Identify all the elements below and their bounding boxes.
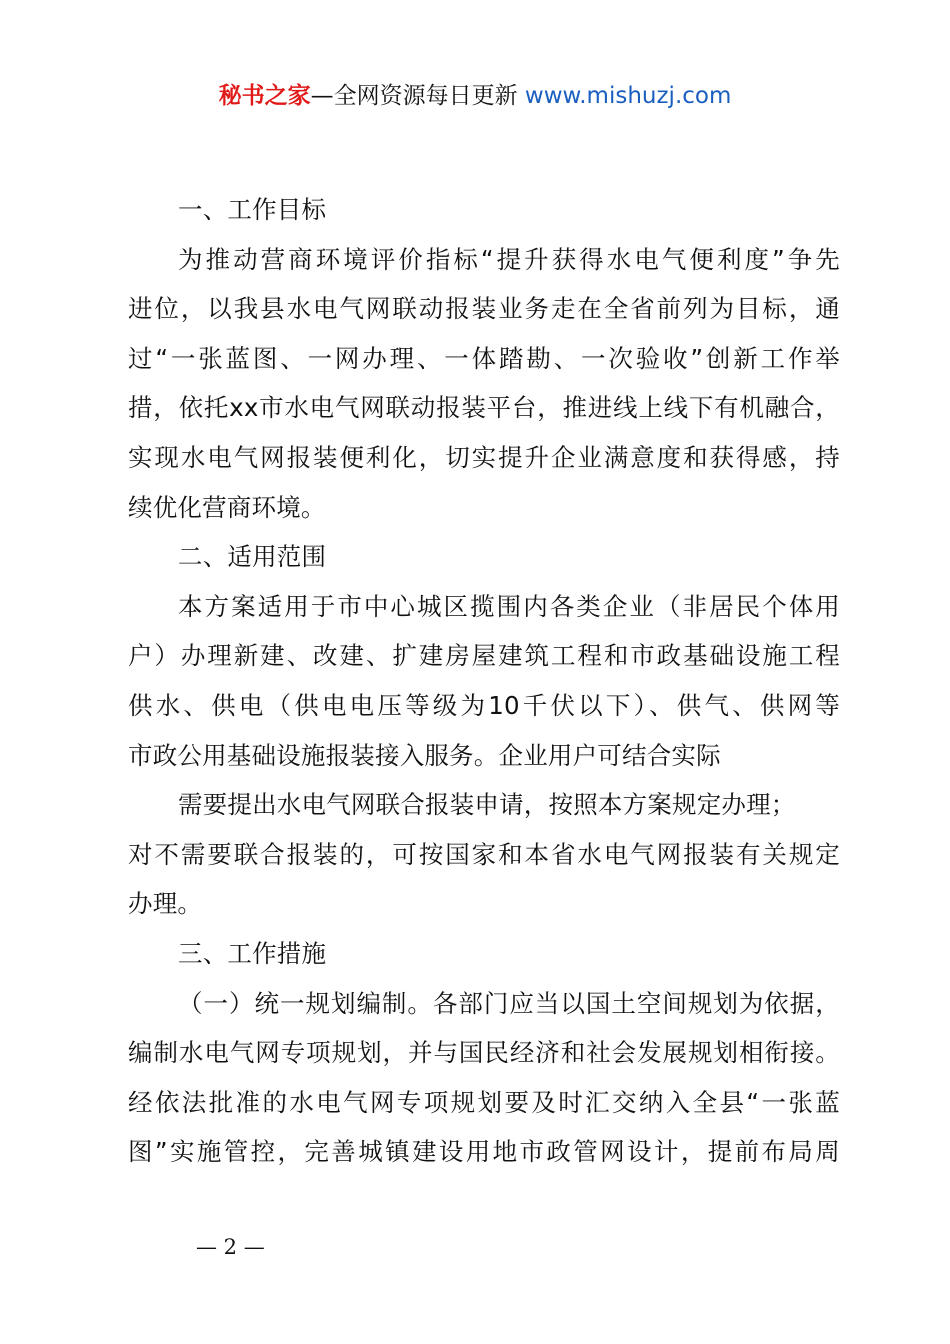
site-url[interactable]: www.mishuzj.com [524, 83, 732, 109]
paragraph-line: 经依法批准的水电气网专项规划要及时汇交纳入全县“一张蓝 [128, 1087, 840, 1117]
header-slogan: —全网资源每日更新 [310, 83, 525, 109]
page-number: — 2 — [196, 1235, 265, 1259]
paragraph-line: 进位，以我县水电气网联动报装业务走在全省前列为目标，通 [128, 294, 840, 324]
section-heading-goals: 一、工作目标 [178, 195, 327, 224]
paragraph-line: 续优化营商环境。 [128, 492, 326, 522]
paragraph-line: 实现水电气网报装便利化，切实提升企业满意度和获得感，持 [128, 442, 840, 472]
site-header [0, 78, 950, 114]
paragraph-line: 为推动营商环境评价指标“提升获得水电气便利度”争先 [178, 244, 840, 274]
document-body [128, 185, 840, 1177]
paragraph-line: （一）统一规划编制。各部门应当以国土空间规划为依据， [178, 988, 840, 1018]
paragraph-line: 办理。 [128, 889, 203, 919]
paragraph-line: 供水、供电（供电电压等级为10千伏以下）、供气、供网等 [128, 690, 840, 720]
paragraph-line: 对不需要联合报装的，可按国家和本省水电气网报装有关规定 [128, 839, 840, 869]
section-heading-scope: 二、适用范围 [178, 542, 327, 572]
brand-name: 秘书之家 [218, 83, 311, 109]
paragraph-line: 编制水电气网专项规划，并与国民经济和社会发展规划相衔接。 [128, 1038, 840, 1068]
section-heading-measures: 三、工作措施 [178, 938, 327, 968]
paragraph-line: 市政公用基础设施报装接入服务。企业用户可结合实际 [128, 740, 721, 770]
paragraph-line: 措，依托xx市水电气网联动报装平台，推进线上线下有机融合， [128, 393, 840, 423]
paragraph-line: 户）办理新建、改建、扩建房屋建筑工程和市政基础设施工程 [128, 641, 840, 671]
paragraph-line: 需要提出水电气网联合报装申请，按照本方案规定办理； [178, 790, 796, 820]
paragraph-line: 本方案适用于市中心城区揽围内各类企业（非居民个体用 [178, 591, 840, 621]
paragraph-line: 图”实施管控，完善城镇建设用地市政管网设计，提前布局周 [128, 1137, 840, 1167]
paragraph-line: 过“一张蓝图、一网办理、一体踏勘、一次验收”创新工作举 [128, 343, 840, 373]
